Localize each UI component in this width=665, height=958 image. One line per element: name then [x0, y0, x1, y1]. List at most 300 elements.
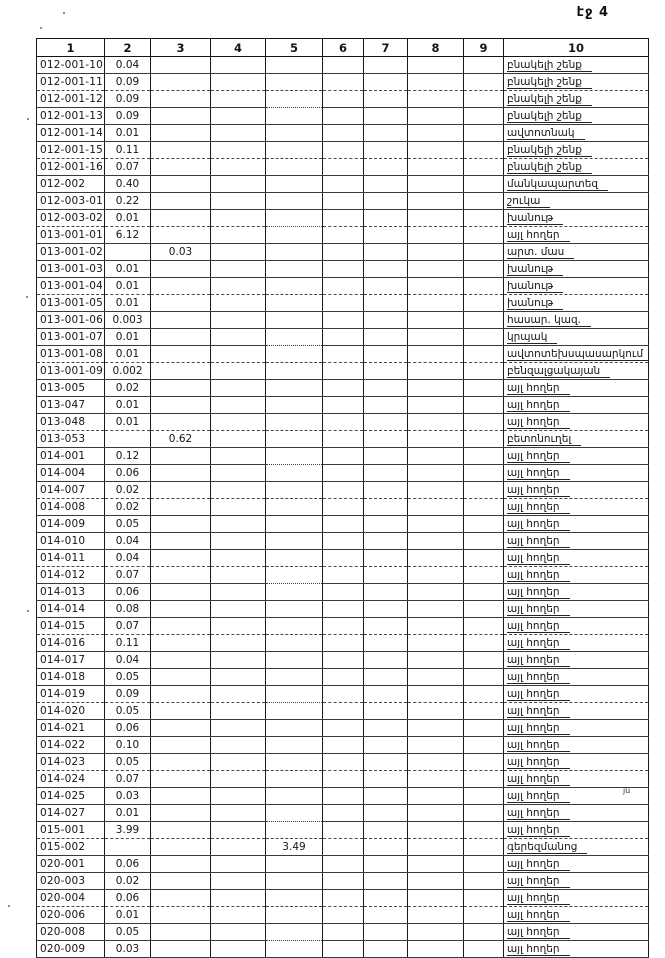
area-value — [364, 74, 408, 91]
area-value — [464, 924, 504, 941]
area-value — [408, 669, 464, 686]
area-value — [464, 856, 504, 873]
land-use-text: այլ հողեր — [507, 399, 570, 412]
area-value — [211, 278, 266, 295]
area-value — [364, 346, 408, 363]
parcel-code: 013-047 — [37, 397, 105, 414]
area-value — [266, 312, 323, 329]
area-value — [323, 159, 364, 176]
parcel-code: 013-001-02 — [37, 244, 105, 261]
area-value — [151, 686, 211, 703]
area-value — [266, 397, 323, 414]
area-value — [211, 363, 266, 380]
land-use-text: բնակելի շենք — [507, 59, 592, 72]
table-row — [37, 618, 649, 635]
area-value — [211, 244, 266, 261]
area-value — [266, 771, 323, 788]
land-use-text: այլ հողեր — [507, 892, 570, 905]
area-value — [266, 737, 323, 754]
area-value — [266, 754, 323, 771]
table-row — [37, 771, 649, 788]
area-value — [464, 720, 504, 737]
area-value — [323, 941, 364, 958]
area-value: 0.01 — [105, 210, 151, 227]
table-row — [37, 295, 649, 312]
area-value — [323, 805, 364, 822]
area-value — [364, 618, 408, 635]
parcel-code: 014-012 — [37, 567, 105, 584]
parcel-code: 014-013 — [37, 584, 105, 601]
scan-artifact-dot — [63, 12, 65, 14]
area-value — [464, 312, 504, 329]
land-use-description — [504, 210, 649, 227]
area-value — [266, 533, 323, 550]
area-value — [211, 431, 266, 448]
area-value — [211, 193, 266, 210]
area-value — [408, 193, 464, 210]
area-value — [151, 125, 211, 142]
table-row — [37, 142, 649, 159]
area-value — [408, 261, 464, 278]
area-value — [151, 924, 211, 941]
area-value — [323, 465, 364, 482]
area-value — [211, 805, 266, 822]
area-value: 0.09 — [105, 108, 151, 125]
area-value — [464, 74, 504, 91]
area-value — [323, 176, 364, 193]
land-use-description — [504, 856, 649, 873]
area-value — [323, 431, 364, 448]
area-value — [151, 482, 211, 499]
area-value — [464, 295, 504, 312]
area-value — [323, 210, 364, 227]
table-row — [37, 652, 649, 669]
land-use-text: այլ հողեր — [507, 688, 570, 701]
area-value — [323, 278, 364, 295]
column-header-6: 6 — [323, 39, 364, 57]
land-use-description — [504, 91, 649, 108]
area-value: 0.01 — [105, 329, 151, 346]
area-value — [266, 159, 323, 176]
table-row — [37, 210, 649, 227]
area-value — [266, 91, 323, 108]
area-value — [364, 159, 408, 176]
area-value — [211, 465, 266, 482]
area-value — [364, 414, 408, 431]
land-use-description — [504, 890, 649, 907]
area-value — [151, 890, 211, 907]
area-value — [364, 856, 408, 873]
parcel-code: 013-001-09 — [37, 363, 105, 380]
area-value: 0.07 — [105, 771, 151, 788]
scan-artifact-dot — [8, 905, 10, 907]
parcel-code: 014-007 — [37, 482, 105, 499]
area-value — [408, 329, 464, 346]
area-value — [408, 635, 464, 652]
area-value — [211, 108, 266, 125]
area-value — [266, 635, 323, 652]
area-value — [364, 669, 408, 686]
area-value — [364, 295, 408, 312]
table-row — [37, 788, 649, 805]
area-value — [211, 720, 266, 737]
parcel-code: 013-001-07 — [37, 329, 105, 346]
table-row — [37, 431, 649, 448]
area-value — [364, 771, 408, 788]
area-value — [464, 584, 504, 601]
land-use-description — [504, 295, 649, 312]
table-row — [37, 686, 649, 703]
area-value — [408, 856, 464, 873]
area-value — [211, 227, 266, 244]
area-value — [364, 244, 408, 261]
area-value: 3.99 — [105, 822, 151, 839]
area-value — [151, 669, 211, 686]
area-value — [151, 108, 211, 125]
parcel-code: 013-001-04 — [37, 278, 105, 295]
area-value — [323, 142, 364, 159]
area-value — [211, 397, 266, 414]
area-value — [323, 720, 364, 737]
area-value — [151, 771, 211, 788]
parcel-code: 014-016 — [37, 635, 105, 652]
area-value — [464, 703, 504, 720]
area-value — [266, 601, 323, 618]
area-value — [408, 499, 464, 516]
table-row — [37, 890, 649, 907]
area-value: 0.01 — [105, 125, 151, 142]
area-value: 0.02 — [105, 873, 151, 890]
area-value — [464, 635, 504, 652]
area-value — [266, 465, 323, 482]
land-use-description — [504, 57, 649, 74]
table-row — [37, 448, 649, 465]
area-value — [323, 91, 364, 108]
parcel-code: 012-001-13 — [37, 108, 105, 125]
area-value — [323, 57, 364, 74]
area-value: 0.05 — [105, 754, 151, 771]
land-use-text: այլ հողեր — [507, 484, 570, 497]
area-value — [266, 805, 323, 822]
area-value — [323, 363, 364, 380]
area-value — [211, 873, 266, 890]
land-use-description — [504, 550, 649, 567]
area-value — [464, 227, 504, 244]
land-use-description — [504, 125, 649, 142]
column-header-10: 10 — [504, 39, 649, 57]
area-value — [323, 550, 364, 567]
area-value — [408, 431, 464, 448]
land-use-description — [504, 635, 649, 652]
land-use-text: մանկապարտեզ — [507, 178, 608, 191]
area-value — [266, 584, 323, 601]
area-value — [211, 907, 266, 924]
area-value: 3.49 — [266, 839, 323, 856]
area-value: 0.03 — [151, 244, 211, 261]
table-row — [37, 516, 649, 533]
land-use-text: խանութ — [507, 263, 563, 276]
area-value — [151, 346, 211, 363]
area-value — [211, 822, 266, 839]
land-use-text: այլ հողեր — [507, 569, 570, 582]
area-value — [408, 805, 464, 822]
area-value — [408, 941, 464, 958]
land-use-description — [504, 465, 649, 482]
area-value — [464, 329, 504, 346]
land-use-text: այլ հողեր — [507, 824, 570, 837]
table-row — [37, 397, 649, 414]
area-value — [323, 227, 364, 244]
parcel-code: 014-021 — [37, 720, 105, 737]
area-value — [266, 108, 323, 125]
land-use-text: այլ հողեր — [507, 518, 570, 531]
area-value — [364, 703, 408, 720]
table-row — [37, 261, 649, 278]
area-value — [364, 737, 408, 754]
land-use-description — [504, 278, 649, 295]
scan-artifact-dot — [27, 610, 29, 612]
area-value — [211, 737, 266, 754]
area-value: 0.03 — [105, 788, 151, 805]
area-value — [151, 788, 211, 805]
area-value — [464, 57, 504, 74]
area-value — [464, 907, 504, 924]
land-use-text: շուկա — [507, 195, 550, 208]
table-body — [37, 57, 649, 958]
area-value — [151, 533, 211, 550]
parcel-code: 020-008 — [37, 924, 105, 941]
area-value — [323, 108, 364, 125]
area-value — [151, 516, 211, 533]
land-use-text: այլ հողեր — [507, 858, 570, 871]
area-value — [151, 550, 211, 567]
area-value: 0.06 — [105, 584, 151, 601]
scan-artifact-dot — [27, 118, 29, 120]
land-use-text: այլ հողեր — [507, 450, 570, 463]
area-value: 0.11 — [105, 142, 151, 159]
area-value — [211, 703, 266, 720]
land-use-text: այլ հողեր — [507, 552, 570, 565]
area-value — [323, 754, 364, 771]
land-use-text: այլ հողեր — [507, 875, 570, 888]
land-use-description — [504, 737, 649, 754]
table-row — [37, 584, 649, 601]
area-value — [151, 380, 211, 397]
area-value — [211, 856, 266, 873]
area-value — [364, 210, 408, 227]
area-value — [408, 414, 464, 431]
area-value — [211, 414, 266, 431]
table-row — [37, 635, 649, 652]
area-value — [266, 380, 323, 397]
area-value — [323, 856, 364, 873]
area-value — [211, 346, 266, 363]
area-value — [151, 754, 211, 771]
area-value: 0.01 — [105, 346, 151, 363]
area-value — [323, 499, 364, 516]
area-value — [364, 397, 408, 414]
area-value — [364, 941, 408, 958]
area-value — [464, 890, 504, 907]
table-row — [37, 227, 649, 244]
area-value — [364, 550, 408, 567]
area-value — [151, 193, 211, 210]
area-value — [364, 91, 408, 108]
area-value — [323, 329, 364, 346]
area-value — [323, 652, 364, 669]
area-value — [408, 482, 464, 499]
area-value — [323, 516, 364, 533]
parcel-code: 015-002 — [37, 839, 105, 856]
area-value: 0.06 — [105, 890, 151, 907]
table-row — [37, 346, 649, 363]
area-value — [323, 584, 364, 601]
area-value — [151, 414, 211, 431]
area-value — [464, 567, 504, 584]
area-value — [266, 74, 323, 91]
area-value: 0.05 — [105, 924, 151, 941]
land-use-description — [504, 108, 649, 125]
area-value — [211, 142, 266, 159]
area-value — [408, 584, 464, 601]
land-use-description — [504, 839, 649, 856]
area-value — [211, 601, 266, 618]
area-value — [364, 499, 408, 516]
parcel-code: 014-024 — [37, 771, 105, 788]
area-value — [211, 686, 266, 703]
area-value — [266, 57, 323, 74]
area-value — [105, 431, 151, 448]
area-value — [151, 941, 211, 958]
parcel-code: 014-020 — [37, 703, 105, 720]
table-row — [37, 839, 649, 856]
land-use-description — [504, 159, 649, 176]
land-use-text: այլ հողեր — [507, 722, 570, 735]
land-use-text: այլ հողեր — [507, 229, 570, 242]
area-value — [211, 516, 266, 533]
area-value — [323, 618, 364, 635]
area-value — [151, 822, 211, 839]
area-value — [266, 567, 323, 584]
table-row — [37, 414, 649, 431]
parcel-code: 020-004 — [37, 890, 105, 907]
page-number-label: էջ 4 — [576, 5, 609, 20]
area-value — [408, 346, 464, 363]
area-value — [364, 788, 408, 805]
area-value — [408, 142, 464, 159]
area-value — [464, 516, 504, 533]
area-value — [464, 108, 504, 125]
land-use-text: բենզալցակայան — [507, 365, 610, 378]
area-value — [211, 941, 266, 958]
area-value — [266, 346, 323, 363]
area-value — [211, 652, 266, 669]
area-value — [364, 720, 408, 737]
area-value — [211, 635, 266, 652]
area-value — [323, 312, 364, 329]
area-value — [266, 873, 323, 890]
land-use-description — [504, 873, 649, 890]
parcel-code: 013-053 — [37, 431, 105, 448]
land-use-text: այլ հողեր — [507, 501, 570, 514]
table-row — [37, 193, 649, 210]
area-value — [211, 159, 266, 176]
table-header — [37, 39, 649, 57]
land-use-description — [504, 482, 649, 499]
area-value — [266, 448, 323, 465]
area-value — [464, 465, 504, 482]
parcel-code: 014-009 — [37, 516, 105, 533]
area-value — [408, 703, 464, 720]
land-use-text: կրպակ — [507, 331, 557, 344]
area-value — [323, 873, 364, 890]
area-value — [151, 363, 211, 380]
area-value — [408, 754, 464, 771]
land-use-text: գերեզմանոց — [507, 841, 587, 854]
area-value — [364, 754, 408, 771]
land-use-description — [504, 703, 649, 720]
table-row — [37, 176, 649, 193]
area-value — [211, 499, 266, 516]
area-value: 0.01 — [105, 414, 151, 431]
area-value — [408, 618, 464, 635]
area-value — [464, 278, 504, 295]
area-value: 0.05 — [105, 516, 151, 533]
area-value — [364, 601, 408, 618]
parcel-code: 014-025 — [37, 788, 105, 805]
area-value — [266, 550, 323, 567]
land-use-description — [504, 907, 649, 924]
land-use-text: այլ հողեր — [507, 705, 570, 718]
area-value — [151, 635, 211, 652]
area-value: 0.02 — [105, 482, 151, 499]
land-use-text: այլ հողեր — [507, 926, 570, 939]
area-value — [464, 193, 504, 210]
area-value — [323, 822, 364, 839]
table-row — [37, 91, 649, 108]
land-use-text: այլ հողեր — [507, 620, 570, 633]
area-value — [105, 839, 151, 856]
parcel-code: 014-023 — [37, 754, 105, 771]
area-value — [266, 142, 323, 159]
area-value: 0.01 — [105, 261, 151, 278]
area-value — [408, 380, 464, 397]
area-value — [151, 873, 211, 890]
parcel-code: 012-001-12 — [37, 91, 105, 108]
column-header-9: 9 — [464, 39, 504, 57]
area-value — [464, 482, 504, 499]
area-value — [408, 907, 464, 924]
table-row — [37, 805, 649, 822]
land-use-description — [504, 669, 649, 686]
area-value — [211, 448, 266, 465]
area-value — [408, 363, 464, 380]
area-value — [211, 533, 266, 550]
area-value — [323, 924, 364, 941]
area-value — [151, 261, 211, 278]
land-use-text: այլ հողեր — [507, 943, 570, 956]
area-value — [151, 737, 211, 754]
area-value — [364, 142, 408, 159]
area-value — [266, 125, 323, 142]
table-row — [37, 329, 649, 346]
table-row — [37, 533, 649, 550]
area-value — [464, 533, 504, 550]
area-value — [266, 822, 323, 839]
land-use-description — [504, 227, 649, 244]
area-value — [464, 176, 504, 193]
land-use-text: ավտոտնակ — [507, 127, 585, 140]
